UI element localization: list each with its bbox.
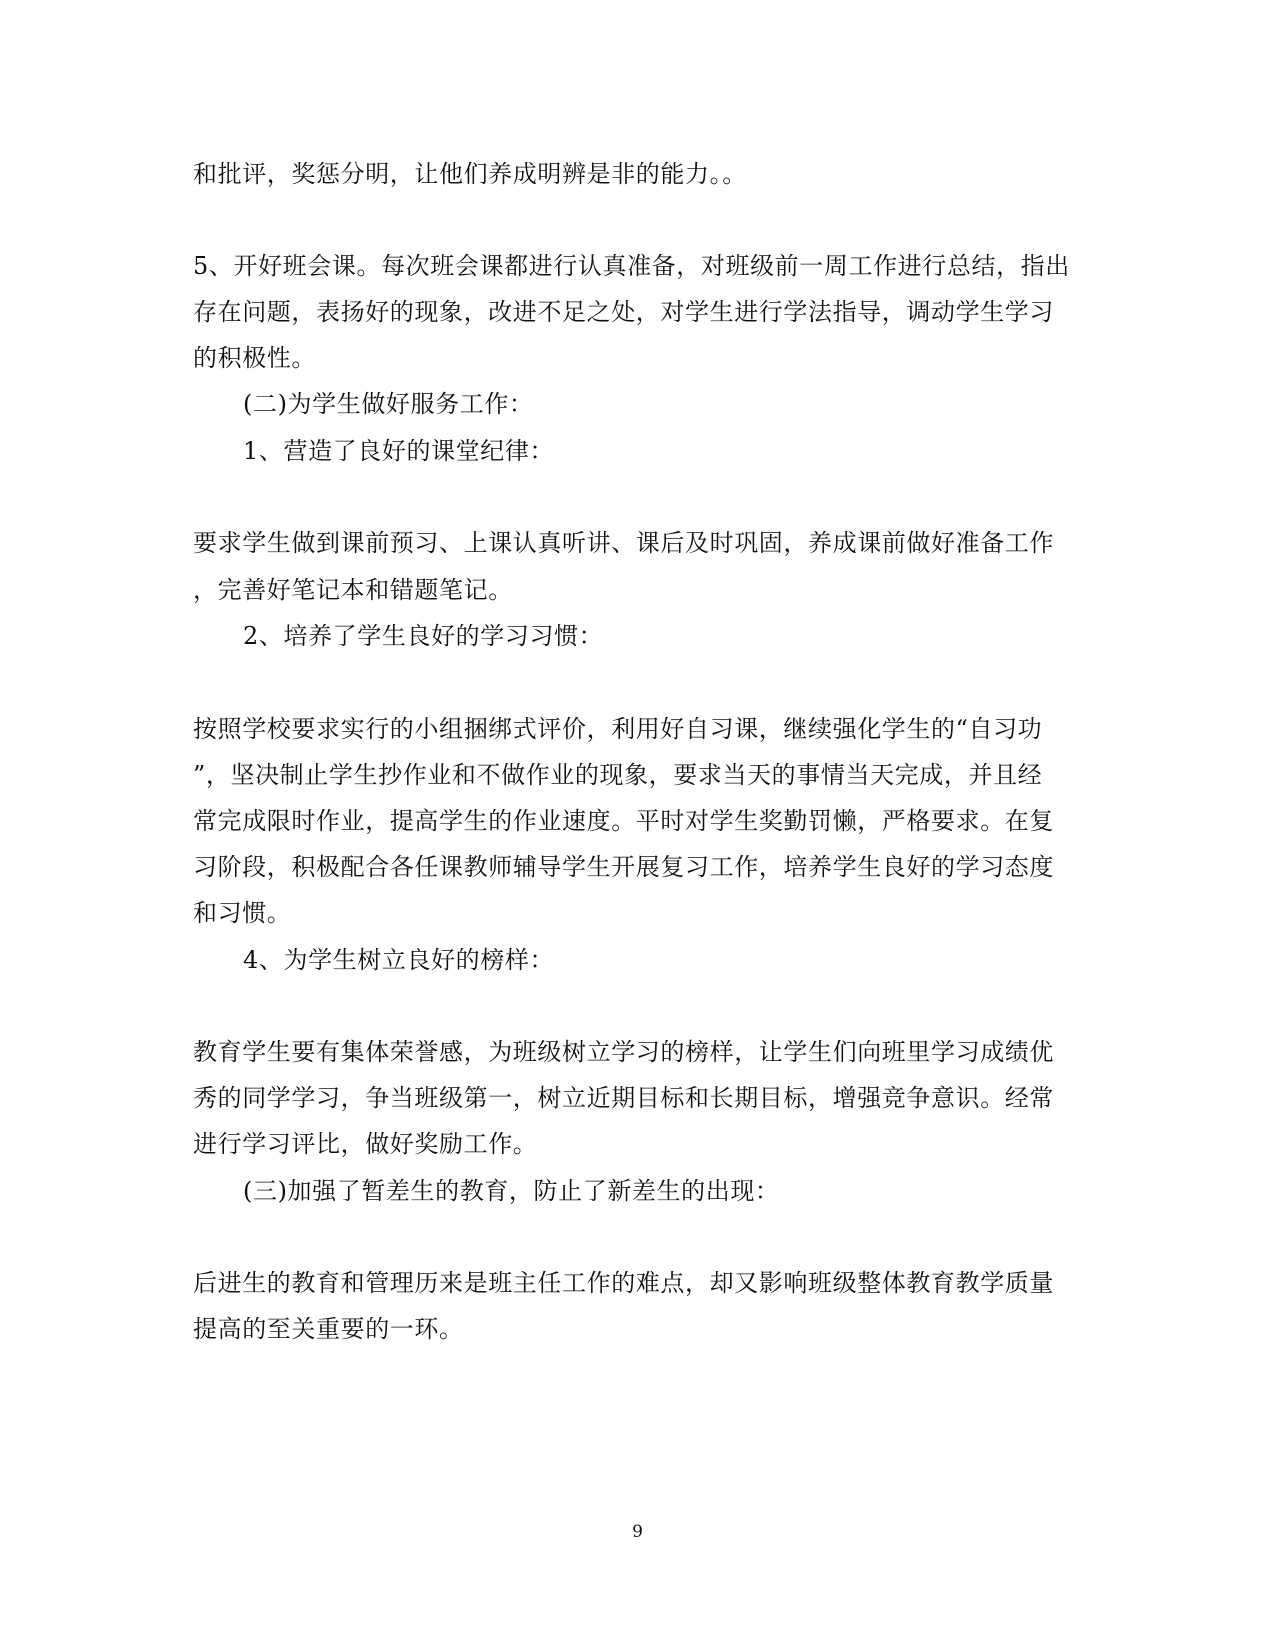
text-line: 进行学习评比，做好奖励工作。 <box>193 1130 538 1158</box>
text-line: 教育学生要有集体荣誉感，为班级树立学习的榜样，让学生们向班里学习成绩优 <box>193 1038 1054 1066</box>
text-line: 习阶段，积极配合各任课教师辅导学生开展复习工作，培养学生良好的学习态度 <box>193 853 1054 881</box>
text-line: 的积极性。 <box>193 344 316 372</box>
text-line: 和批评，奖惩分明，让他们养成明辨是非的能力。。 <box>193 160 747 188</box>
text-line: ，完善好笔记本和错题笔记。 <box>193 576 513 604</box>
text-line: 提高的至关重要的一环。 <box>193 1315 464 1343</box>
page-number: 9 <box>632 1522 643 1542</box>
section-heading: (二)为学生做好服务工作： <box>243 390 534 418</box>
subsection-heading: 4、为学生树立良好的榜样： <box>243 946 555 974</box>
text-line: 秀的同学学习，争当班级第一，树立近期目标和长期目标，增强竞争意识。经常 <box>193 1084 1054 1112</box>
text-line: 常完成限时作业，提高学生的作业速度。平时对学生奖勤罚懒，严格要求。在复 <box>193 807 1054 835</box>
text-line: 后进生的教育和管理历来是班主任工作的难点，却又影响班级整体教育教学质量 <box>193 1269 1054 1297</box>
subsection-heading: 1、营造了良好的课堂纪律： <box>243 437 555 465</box>
text-line: 存在问题，表扬好的现象，改进不足之处，对学生进行学法指导，调动学生学习 <box>193 298 1054 326</box>
subsection-heading: 2、培养了学生良好的学习习惯： <box>243 622 604 650</box>
text-line: 和习惯。 <box>193 899 292 927</box>
text-line: ”，坚决制止学生抄作业和不做作业的现象，要求当天的事情当天完成，并且经 <box>193 761 1043 789</box>
text-line: 要求学生做到课前预习、上课认真听讲、课后及时巩固，养成课前做好准备工作 <box>193 529 1054 557</box>
text-line: 按照学校要求实行的小组捆绑式评价，利用好自习课，继续强化学生的“自习功 <box>193 715 1043 743</box>
section-heading: (三)加强了暂差生的教育，防止了新差生的出现： <box>243 1177 780 1205</box>
text-line: 5、开好班会课。每次班会课都进行认真准备，对班级前一周工作进行总结，指出 <box>193 252 1070 280</box>
